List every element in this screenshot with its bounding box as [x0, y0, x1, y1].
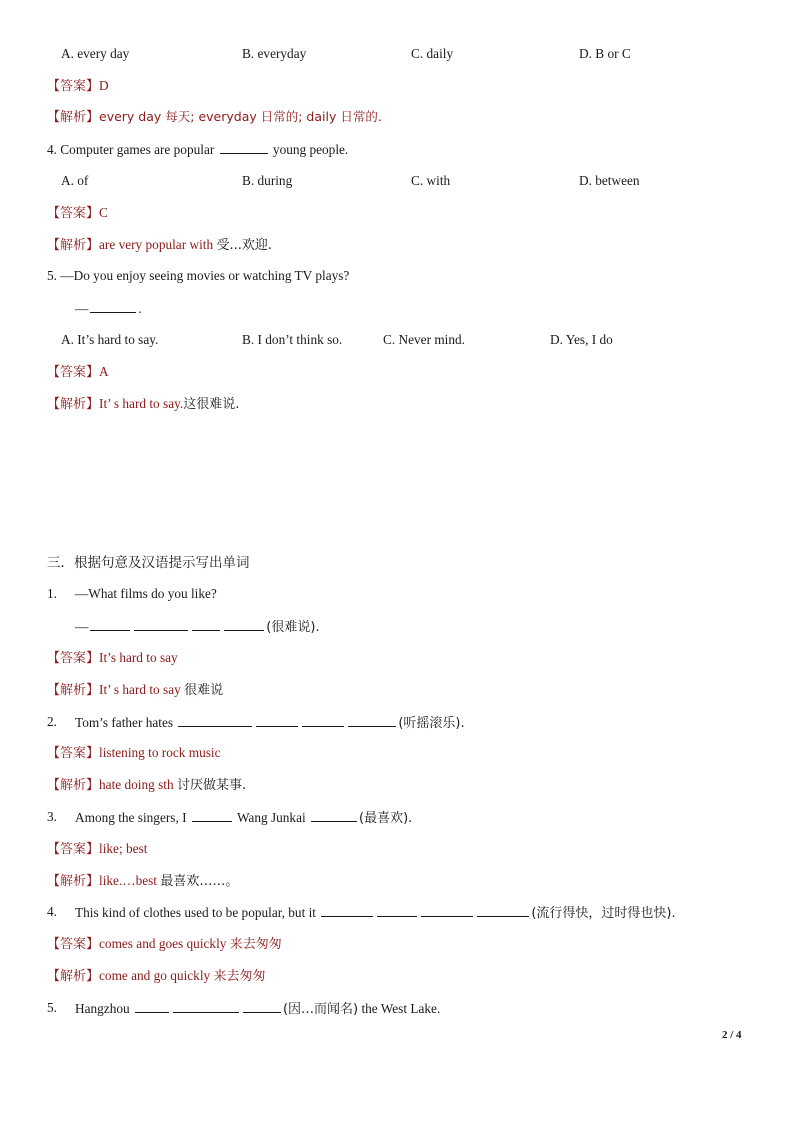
- blank[interactable]: [302, 713, 344, 727]
- analysis-text-en: like.…best: [99, 873, 161, 888]
- q5-option-b: B. I don’t think so.: [242, 332, 343, 347]
- page-number: 2 / 4: [722, 1029, 742, 1041]
- answer-text: comes and goes quickly: [99, 936, 230, 951]
- s3-item3-prefix: Among the singers, I: [75, 810, 190, 825]
- analysis-text-cn: 这很难说.: [183, 397, 240, 412]
- blank[interactable]: [135, 999, 169, 1013]
- blank[interactable]: [173, 999, 239, 1013]
- q5-blank[interactable]: [90, 299, 136, 313]
- s3-item4-hint: (流行得快，过时得也快).: [531, 906, 676, 921]
- answer-label: 【答案】: [47, 842, 100, 857]
- analysis-text-cn: 最喜欢……。: [160, 874, 239, 889]
- answer-text: like; best: [99, 841, 148, 856]
- blank[interactable]: [243, 999, 281, 1013]
- q4-question: [47, 140, 348, 159]
- analysis-text-en: are very popular with: [99, 237, 217, 252]
- s3-item1-dash: —: [75, 619, 89, 634]
- q3-option-c: C. daily: [411, 46, 454, 61]
- answer-label: 【答案】: [47, 206, 100, 221]
- answer-label: 【答案】: [47, 79, 100, 94]
- q4-option-a: A. of: [61, 173, 89, 188]
- s3-item4-analysis: [47, 967, 266, 986]
- q4-option-b: B. during: [242, 173, 293, 188]
- analysis-text-en: It’ s hard to say: [99, 682, 185, 697]
- s3-item2-analysis: [47, 776, 246, 795]
- s3-item1-response: [75, 617, 320, 637]
- blank[interactable]: [192, 617, 220, 631]
- q4-blank[interactable]: [220, 140, 268, 154]
- s3-item5-prefix: Hangzhou: [75, 1001, 133, 1016]
- blank[interactable]: [348, 713, 396, 727]
- analysis-label: 【解析】: [47, 683, 100, 698]
- analysis-label: 【解析】: [47, 397, 100, 412]
- blank[interactable]: [377, 903, 417, 917]
- answer-text: listening to rock music: [99, 745, 221, 760]
- s3-item3-analysis: [47, 872, 238, 891]
- analysis-label: 【解析】: [47, 778, 100, 793]
- s3-item3-number: 3.: [47, 809, 57, 824]
- q3-option-b: B. everyday: [242, 46, 307, 61]
- q4-prefix: 4. Computer games are popular: [47, 142, 218, 157]
- q5-option-a: A. It’s hard to say.: [61, 332, 159, 347]
- q4-option-c: C. with: [411, 173, 451, 188]
- q4-suffix: young people.: [269, 142, 349, 157]
- s3-item1-number: 1.: [47, 586, 57, 601]
- answer-text: D: [99, 78, 109, 93]
- s3-item1-question: —What films do you like?: [75, 586, 217, 601]
- answer-text: C: [99, 205, 108, 220]
- s3-item2-answer: [47, 744, 221, 763]
- analysis-text-cn: 受...欢迎.: [216, 238, 272, 253]
- q5-end: .: [138, 301, 142, 316]
- answer-label: 【答案】: [47, 365, 100, 380]
- s3-item1-analysis: [47, 681, 223, 700]
- q3-option-a: A. every day: [61, 46, 130, 61]
- analysis-label: 【解析】: [47, 110, 100, 125]
- answer-text-cn: 来去匆匆: [229, 937, 282, 952]
- blank[interactable]: [256, 713, 298, 727]
- s3-item5-question: [75, 999, 440, 1019]
- s3-item4-number: 4.: [47, 904, 57, 919]
- analysis-text-en: come and go quickly: [99, 968, 214, 983]
- s3-item3-question: [75, 808, 412, 828]
- q3-option-d: D. B or C: [579, 46, 631, 61]
- q5-option-d: D. Yes, I do: [550, 332, 613, 347]
- answer-text: It’s hard to say: [99, 650, 178, 665]
- s3-item2-hint: (听摇滚乐).: [398, 716, 465, 731]
- answer-text: A: [99, 364, 109, 379]
- s3-item5-number: 5.: [47, 1000, 57, 1015]
- blank[interactable]: [178, 713, 252, 727]
- q4-option-d: D. between: [579, 173, 640, 188]
- q5-question: 5. —Do you enjoy seeing movies or watching TV plays?: [47, 268, 350, 283]
- analysis-text-en: It’ s hard to say.: [99, 396, 184, 411]
- q3-answer: [47, 77, 109, 96]
- s3-item3-middle: Wang Junkai: [233, 810, 309, 825]
- analysis-label: 【解析】: [47, 969, 100, 984]
- analysis-label: 【解析】: [47, 238, 100, 253]
- s3-item2-number: 2.: [47, 714, 57, 729]
- q4-answer: [47, 204, 108, 223]
- s3-item4-prefix: This kind of clothes used to be popular, but it: [75, 905, 320, 920]
- s3-item2-question: [75, 713, 465, 733]
- blank[interactable]: [421, 903, 473, 917]
- answer-label: 【答案】: [47, 746, 100, 761]
- analysis-text-cn: 来去匆匆: [213, 969, 266, 984]
- q5-response: [75, 299, 142, 318]
- s3-item1-hint: (很难说).: [266, 620, 320, 635]
- blank[interactable]: [134, 617, 188, 631]
- q3-analysis: [47, 108, 382, 127]
- q5-option-c: C. Never mind.: [383, 332, 465, 347]
- answer-label: 【答案】: [47, 651, 100, 666]
- analysis-text-cn: 讨厌做某事.: [176, 778, 247, 793]
- s3-item2-prefix: Tom’s father hates: [75, 715, 177, 730]
- q5-analysis: [47, 395, 239, 414]
- blank[interactable]: [90, 617, 130, 631]
- s3-item3-hint: (最喜欢).: [359, 811, 413, 826]
- s3-item5-suffix: the West Lake.: [358, 1001, 441, 1016]
- analysis-label: 【解析】: [47, 874, 100, 889]
- blank[interactable]: [311, 808, 357, 822]
- section-heading: 三．根据句意及汉语提示写出单词: [47, 555, 250, 571]
- analysis-text-en: hate doing sth: [99, 777, 177, 792]
- blank[interactable]: [224, 617, 264, 631]
- blank[interactable]: [477, 903, 529, 917]
- s3-item1-answer: [47, 649, 178, 668]
- q4-analysis: [47, 236, 272, 255]
- blank[interactable]: [192, 808, 232, 822]
- s3-item3-answer: [47, 840, 147, 859]
- analysis-text: every day 每天; everyday 日常的; daily 日常的.: [99, 109, 382, 124]
- answer-label: 【答案】: [47, 937, 100, 952]
- analysis-text-cn: 很难说: [184, 683, 224, 698]
- s3-item5-hint: (因…而闻名): [282, 1002, 359, 1017]
- blank[interactable]: [321, 903, 373, 917]
- s3-item4-answer: [47, 935, 282, 954]
- s3-item4-question: [75, 903, 676, 923]
- q5-dash: —: [75, 301, 89, 316]
- q5-answer: [47, 363, 109, 382]
